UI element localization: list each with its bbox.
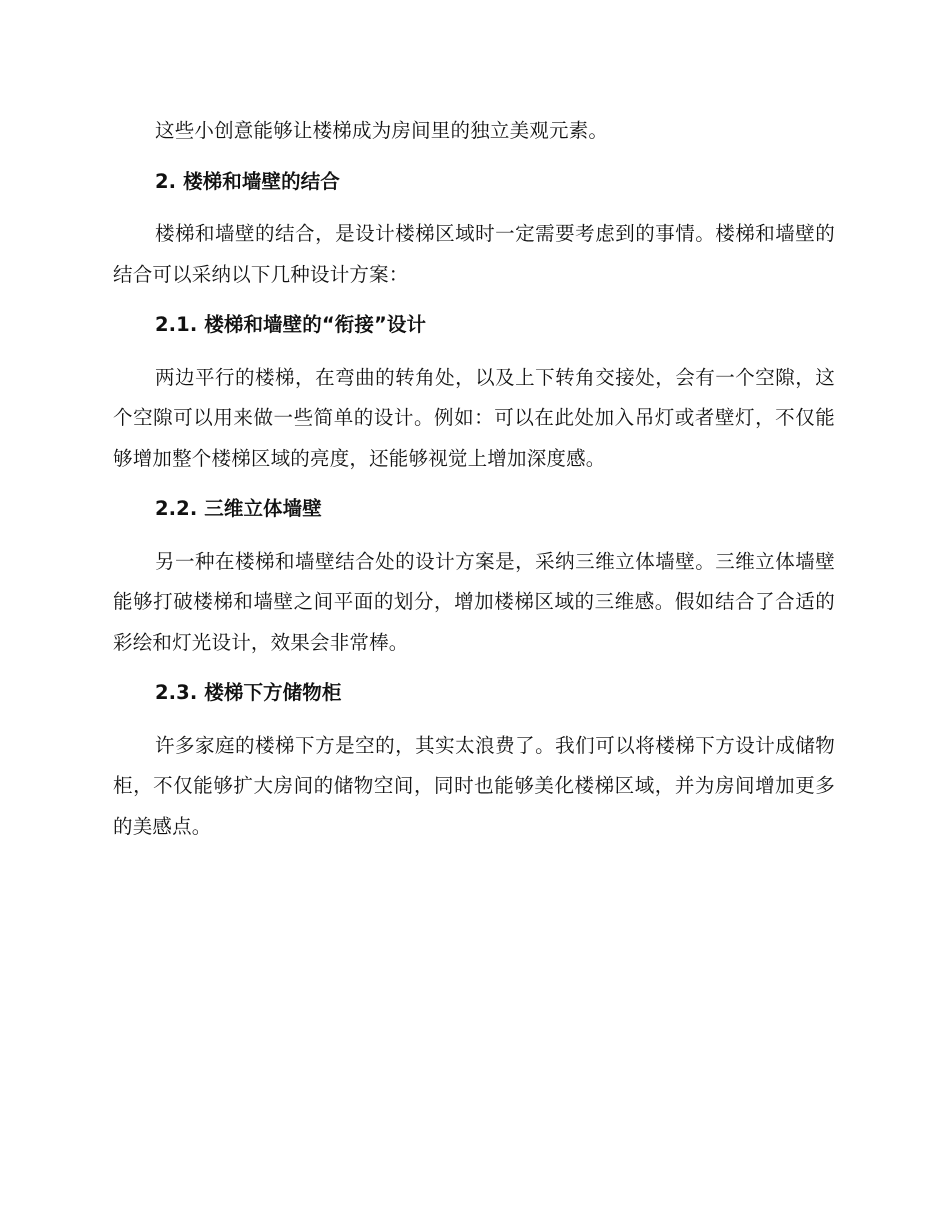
section-heading-stairs-walls: 2. 楼梯和墙壁的结合	[155, 169, 340, 193]
subheading-3d-wall: 2.2. 三维立体墙壁	[155, 497, 322, 520]
subheading-connection-design: 2.1. 楼梯和墙壁的“衔接”设计	[155, 313, 427, 336]
paragraph-stairs-walls: 楼梯和墙壁的结合，是设计楼梯区域时一定需要考虑到的事情。楼梯和墙壁的结合可以采纳以下几种设计方案：	[113, 222, 835, 286]
paragraph-storage-cabinet: 许多家庭的楼梯下方是空的，其实太浪费了。我们可以将楼梯下方设计成储物柜，不仅能够扩大房间的储物空间，同时也能够美化楼梯区域，并为房间增加更多的美感点。	[113, 733, 835, 838]
paragraph-intro-ideas: 这些小创意能够让楼梯成为房间里的独立美观元素。	[155, 119, 609, 142]
paragraph-3d-wall: 另一种在楼梯和墙壁结合处的设计方案是，采纳三维立体墙壁。三维立体墙壁能够打破楼梯和墙壁之间平面的划分，增加楼梯区域的三维感。假如结合了合适的彩绘和灯光设计，效果会非常棒。	[113, 549, 835, 654]
subheading-storage-cabinet: 2.3. 楼梯下方储物柜	[155, 681, 342, 704]
document-body	[113, 111, 835, 847]
paragraph-connection-design: 两边平行的楼梯，在弯曲的转角处，以及上下转角交接处，会有一个空隙，这个空隙可以用来做一些简单的设计。例如：可以在此处加入吊灯或者壁灯，不仅能够增加整个楼梯区域的亮度，还能够视觉上增加深度感。	[113, 365, 835, 470]
